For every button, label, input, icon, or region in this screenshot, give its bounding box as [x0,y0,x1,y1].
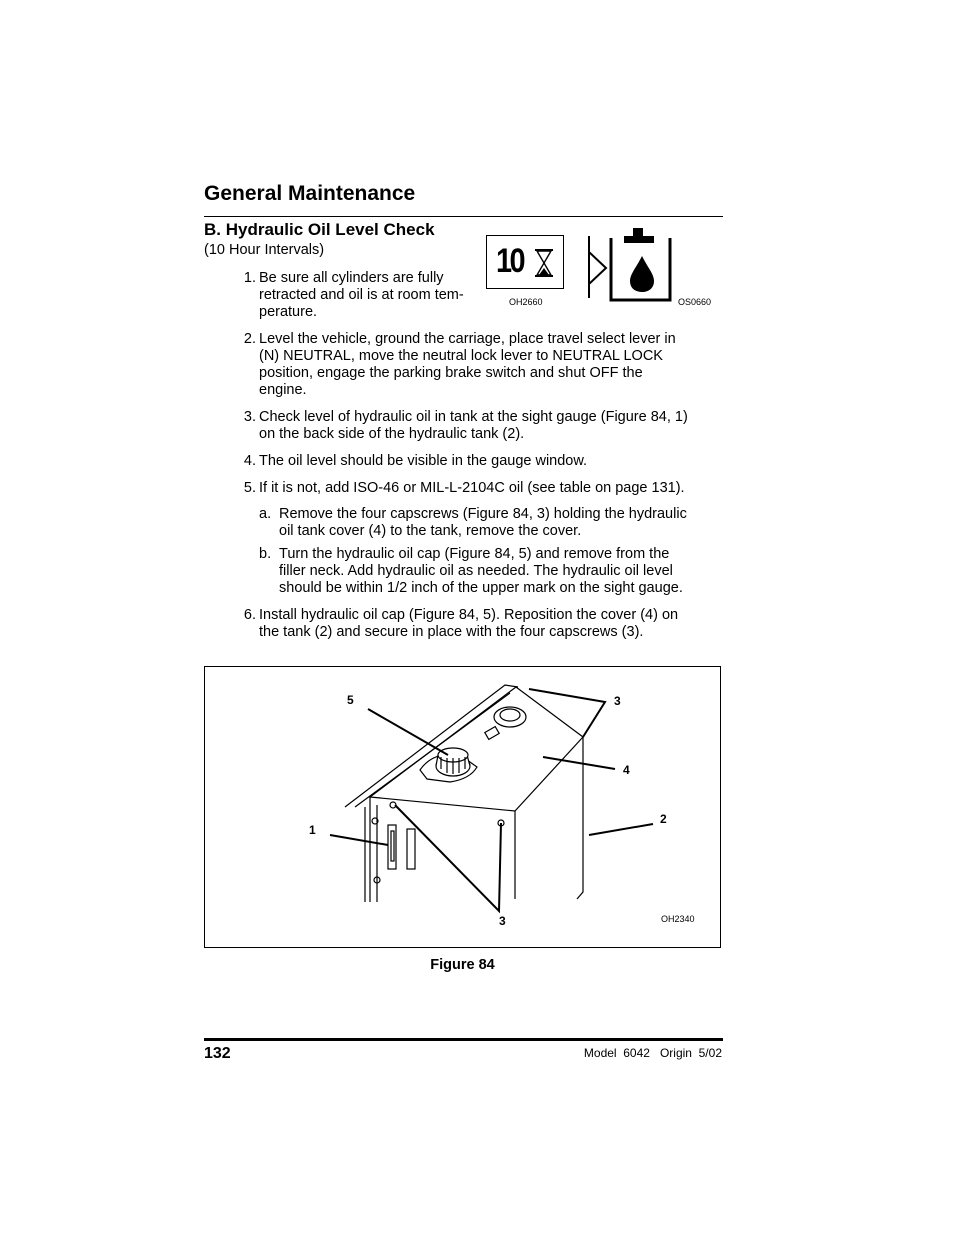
step-line: retracted and oil is at room tem- [259,287,464,303]
callout-3-top: 3 [614,694,621,708]
step-line: (N) NEUTRAL, move the neutral lock lever to NEUTRAL LOCK [259,348,663,364]
interval-number: 10 [496,242,524,280]
step-3 [259,409,729,443]
step-line: perature. [259,304,318,320]
step-line: Level the vehicle, ground the carriage, place travel select lever in [259,331,676,347]
step-line: engine. [259,382,307,398]
substep-b [279,546,724,597]
hydraulic-tank-drawing [205,667,720,947]
section-title: General Maintenance [204,182,416,205]
step-number: 2. [243,331,256,347]
callout-5: 5 [347,693,354,707]
hour-icon-code: OH2660 [509,297,543,307]
step-line: position, engage the parking brake switch and shut OFF the [259,365,643,381]
callout-1: 1 [309,823,316,837]
subsection-title: B. Hydraulic Oil Level Check [204,220,435,239]
callout-4: 4 [623,763,630,777]
step-line: Check level of hydraulic oil in tank at the sight gauge (Figure 84, 1) [259,409,688,425]
interval-note: (10 Hour Intervals) [204,242,325,258]
substep-letter: b. [259,546,272,562]
substep-a [279,506,724,540]
step-number: 3. [243,409,256,425]
callout-2: 2 [660,812,667,826]
step-number: 5. [243,480,256,496]
step-2 [259,331,729,399]
footer-rule [204,1038,723,1041]
substep-line: should be within 1/2 inch of the upper mark on the sight gauge. [279,580,683,596]
step-4 [259,453,729,470]
hydraulic-oil-icon [586,226,676,302]
model-origin-info: Model 6042 Origin 5/02 [583,1046,722,1060]
step-line: the tank (2) and secure in place with the four capscrews (3). [259,624,644,640]
substep-letter: a. [259,506,272,522]
step-6 [259,607,729,641]
step-line: Be sure all cylinders are fully [259,270,444,286]
step-line: The oil level should be visible in the gauge window. [259,453,588,469]
step-line: If it is not, add ISO-46 or MIL-L-2104C oil (see table on page 131). [259,480,685,496]
figure-caption: Figure 84 [430,957,495,973]
title-rule [204,216,723,217]
hourglass-interval-icon [486,235,564,289]
step-number: 1. [243,270,256,286]
callout-3-bottom: 3 [499,914,506,928]
step-line: Install hydraulic oil cap (Figure 84, 5). Reposition the cover (4) on [259,607,679,623]
figure-84-frame [204,666,721,948]
substep-line: Turn the hydraulic oil cap (Figure 84, 5) and remove from the [279,546,670,562]
substep-line: Remove the four capscrews (Figure 84, 3) holding the hydraulic [279,506,687,522]
substep-line: filler neck. Add hydraulic oil as needed. The hydraulic oil level [279,563,673,579]
step-1 [259,270,484,321]
step-number: 4. [243,453,256,469]
hourglass-icon [534,248,554,278]
step-number: 6. [243,607,256,623]
step-line: on the back side of the hydraulic tank (2). [259,426,525,442]
page-number: 132 [204,1045,231,1062]
substep-line: oil tank cover (4) to the tank, remove the cover. [279,523,582,539]
figure-code: OH2340 [661,914,695,924]
oil-icon-code: OS0660 [678,297,712,307]
step-5 [259,480,729,497]
